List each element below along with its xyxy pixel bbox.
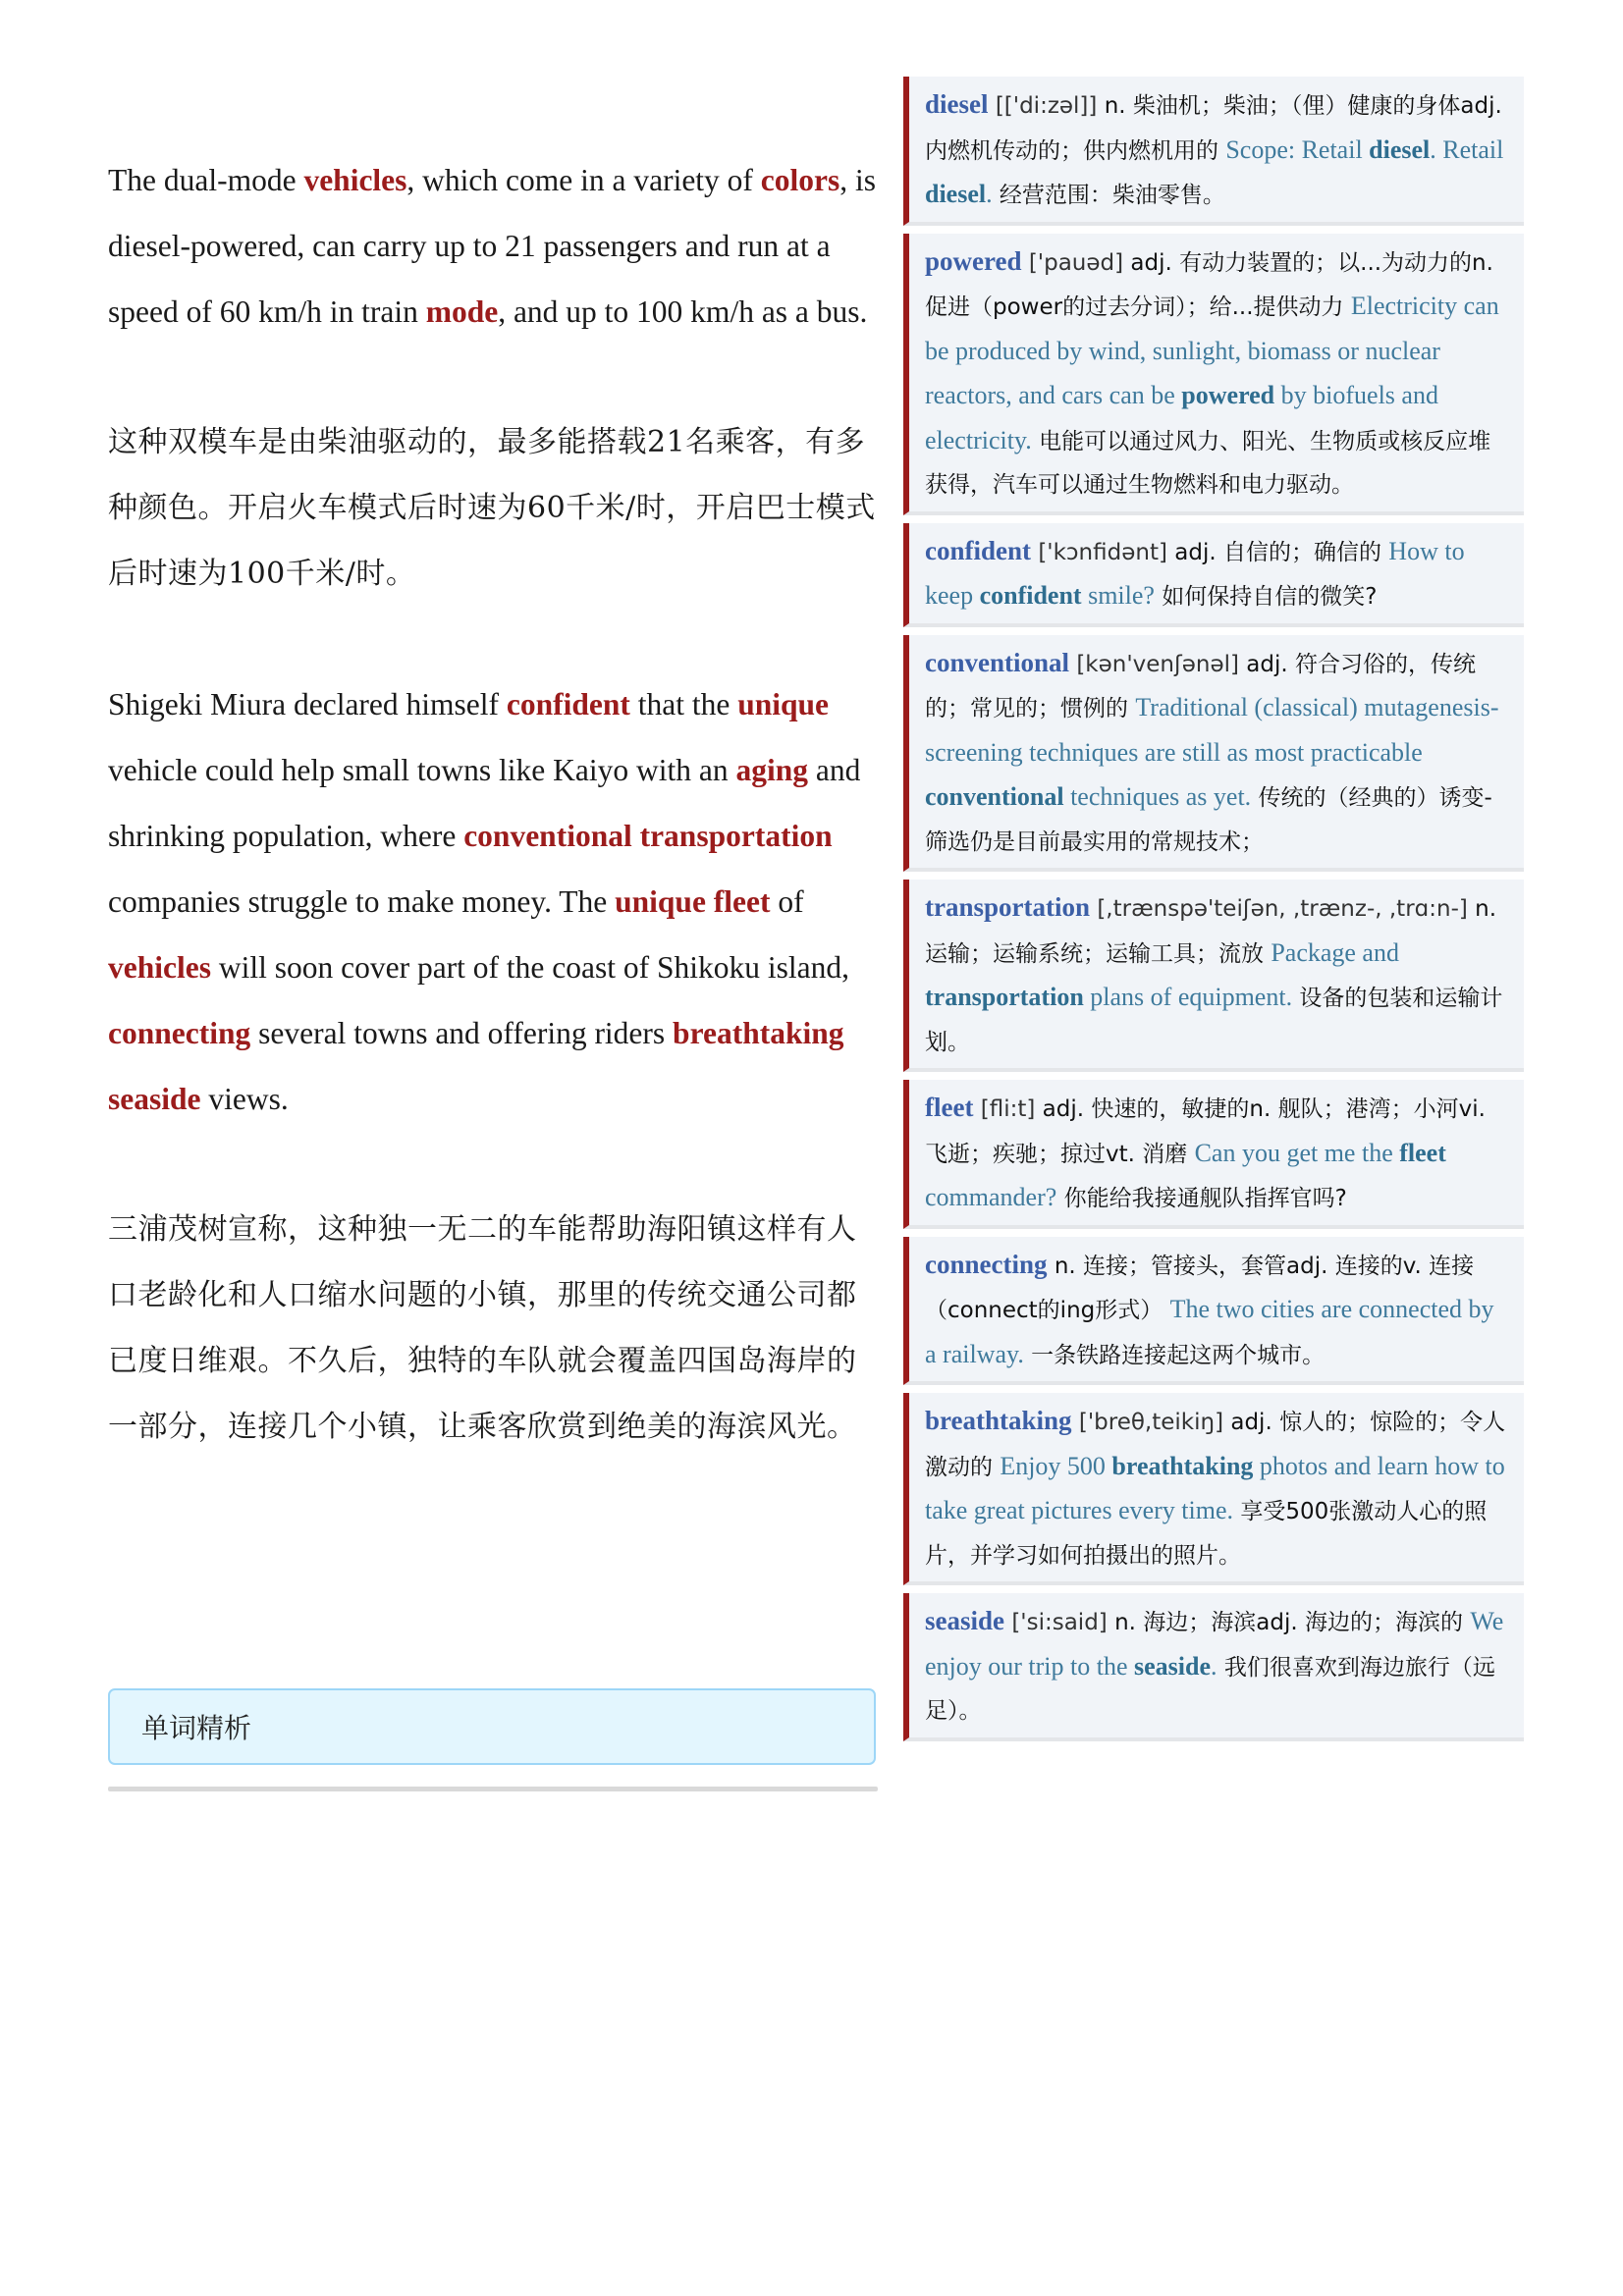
glossary-entry-fleet [903, 1080, 1524, 1229]
glossary-headword: connecting [925, 1249, 1048, 1279]
keyword-highlight: aging [735, 753, 809, 787]
glossary-definition: adj. 惊人的；惊险的；令人激动的 [925, 1410, 1506, 1480]
glossary-headword: confident [925, 535, 1031, 565]
glossary-definition: n. 连接；管接头，套管adj. 连接的v. 连接（connect的ing形式） [925, 1253, 1475, 1323]
keyword-highlight: confident [506, 687, 630, 721]
keyword-highlight: connecting [108, 1016, 251, 1050]
glossary-headword: transportation [925, 892, 1090, 922]
example-text: We enjoy our trip to the [925, 1607, 1504, 1681]
example-text: photos and learn how to take great pictures every time. [925, 1451, 1505, 1524]
glossary-translation: 经营范围：柴油零售。 [999, 183, 1225, 208]
example-text: Enjoy 500 [1000, 1451, 1112, 1480]
glossary-definition: adj. 自信的；确信的 [1174, 539, 1389, 565]
glossary-definition: adj. 有动力装置的；以...为动力的n. 促进（power的过去分词）；给...提供动力 [925, 249, 1493, 320]
glossary-phonetic: [kən'venʃənəl] [1076, 651, 1247, 677]
keyword-highlight: vehicles [303, 163, 407, 197]
glossary-entry-diesel [903, 77, 1524, 226]
glossary-entry-breathtaking [903, 1393, 1524, 1585]
glossary-headword: diesel [925, 89, 989, 119]
example-text: How to keep [925, 536, 1465, 610]
example-text: commander? [925, 1183, 1057, 1211]
text-run: , is diesel-powered, can carry up to 21 passengers and run at a speed of 60 km/h in train [108, 163, 877, 329]
example-keyword: confident [979, 581, 1082, 610]
glossary-translation: 设备的包装和运输计划。 [925, 986, 1503, 1055]
text-run: several towns and offering riders [250, 1016, 674, 1050]
glossary-translation: 电能可以通过风力、阳光、生物质或核反应堆获得，汽车可以通过生物燃料和电力驱动。 [925, 428, 1491, 498]
example-keyword: fleet [1399, 1138, 1446, 1167]
glossary-phonetic: ['kɔnfidənt] [1038, 539, 1175, 565]
example-text: Traditional (classical) mutagenesis-screening techniques are still as most practicable [925, 693, 1499, 767]
text-run: views. [200, 1082, 289, 1116]
keyword-highlight: breathtaking seaside [108, 1016, 844, 1116]
chinese-paragraph-1: 这种双模车是由柴油驱动的，最多能搭载21名乘客，有多种颜色。开启火车模式后时速为60千米/时，开启巴士模式后时速为100千米/时。 [108, 425, 876, 591]
glossary-definition: adj. 快速的，敏捷的n. 舰队；港湾；小河vi. 飞逝；疾驰；掠过vt. 消磨 [925, 1096, 1486, 1167]
glossary-phonetic: [,trænspə'teiʃən, ,trænz-, ,trɑ:n-] [1097, 896, 1476, 922]
example-keyword: diesel [925, 180, 987, 208]
example-text: plans of equipment. [1083, 983, 1293, 1011]
glossary-headword: seaside [925, 1606, 1004, 1635]
glossary-entry-powered [903, 234, 1524, 515]
glossary-translation: 如何保持自信的微笑? [1162, 584, 1378, 610]
text-run: Shigeki Miura declared himself [108, 687, 507, 721]
glossary-definition: n. 柴油机；柴油；（俚）健康的身体adj. 内燃机传动的；供内燃机用的 [925, 93, 1502, 164]
english-paragraph-2 [108, 671, 884, 1132]
example-text: . Retail [1430, 134, 1504, 164]
text-run: will soon cover part of the coast of Shikoku island, [210, 950, 849, 985]
glossary-translation: 我们很喜欢到海边旅行（远足）。 [925, 1654, 1495, 1724]
text-run: , which come in a variety of [406, 163, 761, 197]
glossary-headword: fleet [925, 1093, 974, 1122]
example-text: by biofuels and electricity. [925, 381, 1438, 454]
example-text: . [986, 180, 993, 208]
keyword-highlight: conventional transportation [463, 819, 833, 853]
keyword-highlight: unique fleet [615, 884, 771, 919]
example-text: techniques as yet. [1063, 782, 1252, 811]
example-keyword: breathtaking [1111, 1451, 1254, 1480]
example-text: Scope: Retail [1225, 134, 1370, 164]
example-keyword: conventional [925, 782, 1064, 811]
glossary-translation: 你能给我接通舰队指挥官吗? [1063, 1186, 1347, 1211]
glossary-phonetic: ['pauəd] [1028, 249, 1131, 276]
example-keyword: diesel [1369, 134, 1431, 164]
example-text: The two cities are connected by a railway. [925, 1295, 1494, 1368]
text-run: that the [629, 687, 738, 721]
example-keyword: transportation [925, 983, 1084, 1011]
text-run: and shrinking population, where [108, 753, 861, 853]
section-title: 单词精析 [141, 1712, 252, 1744]
text-run: companies struggle to make money. The [108, 884, 616, 919]
article-column [108, 147, 884, 1524]
glossary-phonetic: [['di:zəl]] [995, 93, 1105, 119]
text-run: , and up to 100 km/h as a bus. [498, 294, 868, 329]
example-text: Package and [1271, 937, 1399, 967]
glossary-headword: powered [925, 245, 1022, 276]
glossary-translation: 传统的（经典的）诱变-筛选仍是目前最实用的常规技术； [925, 785, 1492, 855]
glossary-translation: 享受500张激动人心的照片，并学习如何拍摄出的照片。 [925, 1499, 1488, 1569]
glossary-phonetic: ['si:said] [1011, 1610, 1115, 1635]
glossary-list [903, 77, 1524, 1741]
example-text: . [1211, 1651, 1217, 1681]
example-keyword: seaside [1134, 1651, 1212, 1681]
glossary-phonetic: [fli:t] [980, 1096, 1043, 1122]
glossary-entry-connecting [903, 1237, 1524, 1386]
glossary-entry-conventional [903, 635, 1524, 873]
example-text: Can you get me the [1194, 1138, 1400, 1167]
section-divider [108, 1787, 878, 1791]
glossary-headword: breathtaking [925, 1406, 1072, 1435]
glossary-definition: n. 海边；海滨adj. 海边的；海滨的 [1114, 1610, 1471, 1635]
keyword-highlight: mode [425, 294, 499, 329]
glossary-definition: n. 运输；运输系统；运输工具；流放 [925, 896, 1497, 967]
keyword-highlight: colors [760, 163, 840, 197]
section-header-word-analysis [108, 1688, 876, 1765]
text-run: vehicle could help small towns like Kaiyo with an [108, 753, 736, 787]
glossary-phonetic: ['breθ,teikiŋ] [1078, 1410, 1231, 1435]
chinese-paragraph-2: 三浦茂树宣称，这种独一无二的车能帮助海阳镇这样有人口老龄化和人口缩水问题的小镇，那里的传统交通公司都已度日维艰。不久后，独特的车队就会覆盖四国岛海岸的一部分，连接几个小镇，让乘客欣赏到绝美的海滨风光。 [108, 1212, 857, 1444]
keyword-highlight: unique [737, 687, 830, 721]
text-run: of [770, 884, 804, 919]
text-run: The dual-mode [108, 163, 304, 197]
glossary-translation: 一条铁路连接起这两个城市。 [1031, 1342, 1325, 1368]
glossary-column [903, 77, 1524, 1749]
glossary-entry-confident [903, 523, 1524, 627]
glossary-headword: conventional [925, 647, 1070, 677]
english-paragraph-1 [108, 147, 884, 345]
example-keyword: powered [1181, 381, 1275, 409]
keyword-highlight: vehicles [108, 950, 211, 985]
example-text: smile? [1081, 581, 1155, 610]
glossary-entry-transportation [903, 880, 1524, 1072]
glossary-entry-seaside [903, 1593, 1524, 1741]
glossary-definition: adj. 符合习俗的，传统的；常见的；惯例的 [925, 651, 1477, 721]
example-text: Electricity can be produced by wind, sunlight, biomass or nuclear reactors, and cars can be [925, 292, 1499, 409]
